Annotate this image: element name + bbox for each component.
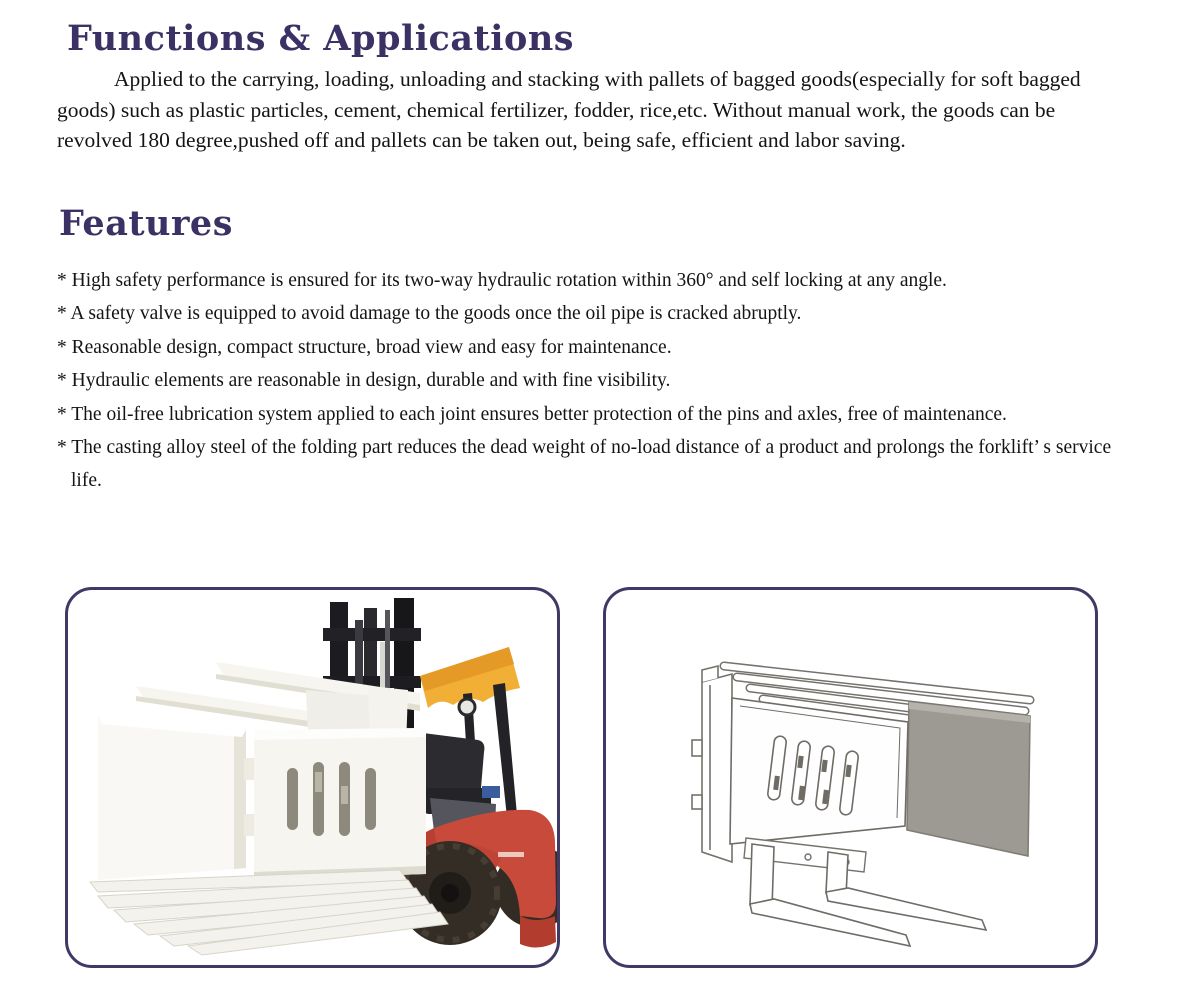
feature-item: * High safety performance is ensured for its two-way hydraulic rotation within 360° and self locking at any angle. bbox=[57, 270, 947, 291]
features-list bbox=[57, 264, 1145, 498]
side-panel bbox=[907, 702, 1030, 856]
clamp-side-panel bbox=[98, 716, 258, 880]
headlight bbox=[459, 699, 475, 715]
functions-applications-title: Functions & Applications bbox=[67, 18, 575, 59]
features-title: Features bbox=[59, 203, 233, 244]
front-panel bbox=[730, 698, 908, 844]
feature-item: * Hydraulic elements are reasonable in design, durable and with fine visibility. bbox=[57, 370, 671, 392]
feature-item: * Reasonable design, compact structure, broad view and easy for maintenance. bbox=[57, 336, 672, 358]
back-frame bbox=[692, 666, 732, 862]
feature-item: * A safety valve is equipped to avoid damage to the goods once the oil pipe is cracked abruptly. bbox=[57, 303, 802, 325]
clamp-drawing-panel bbox=[603, 587, 1098, 968]
clamp-front-panel bbox=[254, 728, 426, 880]
feature-item: * The oil-free lubrication system applied to each joint ensures better protection of the pins and axles, free of maintenance. bbox=[57, 403, 1007, 425]
functions-applications-paragraph: Applied to the carrying, loading, unloading and stacking with pallets of bagged goods(especially for soft bagged goods) such as plastic particles, cement, chemical fertilizer, fodder, rice,etc. Without manual work, the goods can be revolved 180 degree,pushed off and pallets can be taken out, being safe, efficient and labor saving. bbox=[57, 67, 1081, 152]
bale-clamp-technical-drawing bbox=[606, 590, 1095, 965]
fork-tines bbox=[90, 870, 448, 955]
feature-item: * The casting alloy steel of the folding part reduces the dead weight of no-load distance of a product and prolongs the forklift’ s service life. bbox=[57, 437, 1112, 492]
forklift-with-bale-clamp-photo bbox=[68, 590, 557, 965]
guard-post bbox=[493, 683, 518, 827]
forklift-photo-panel bbox=[65, 587, 560, 968]
